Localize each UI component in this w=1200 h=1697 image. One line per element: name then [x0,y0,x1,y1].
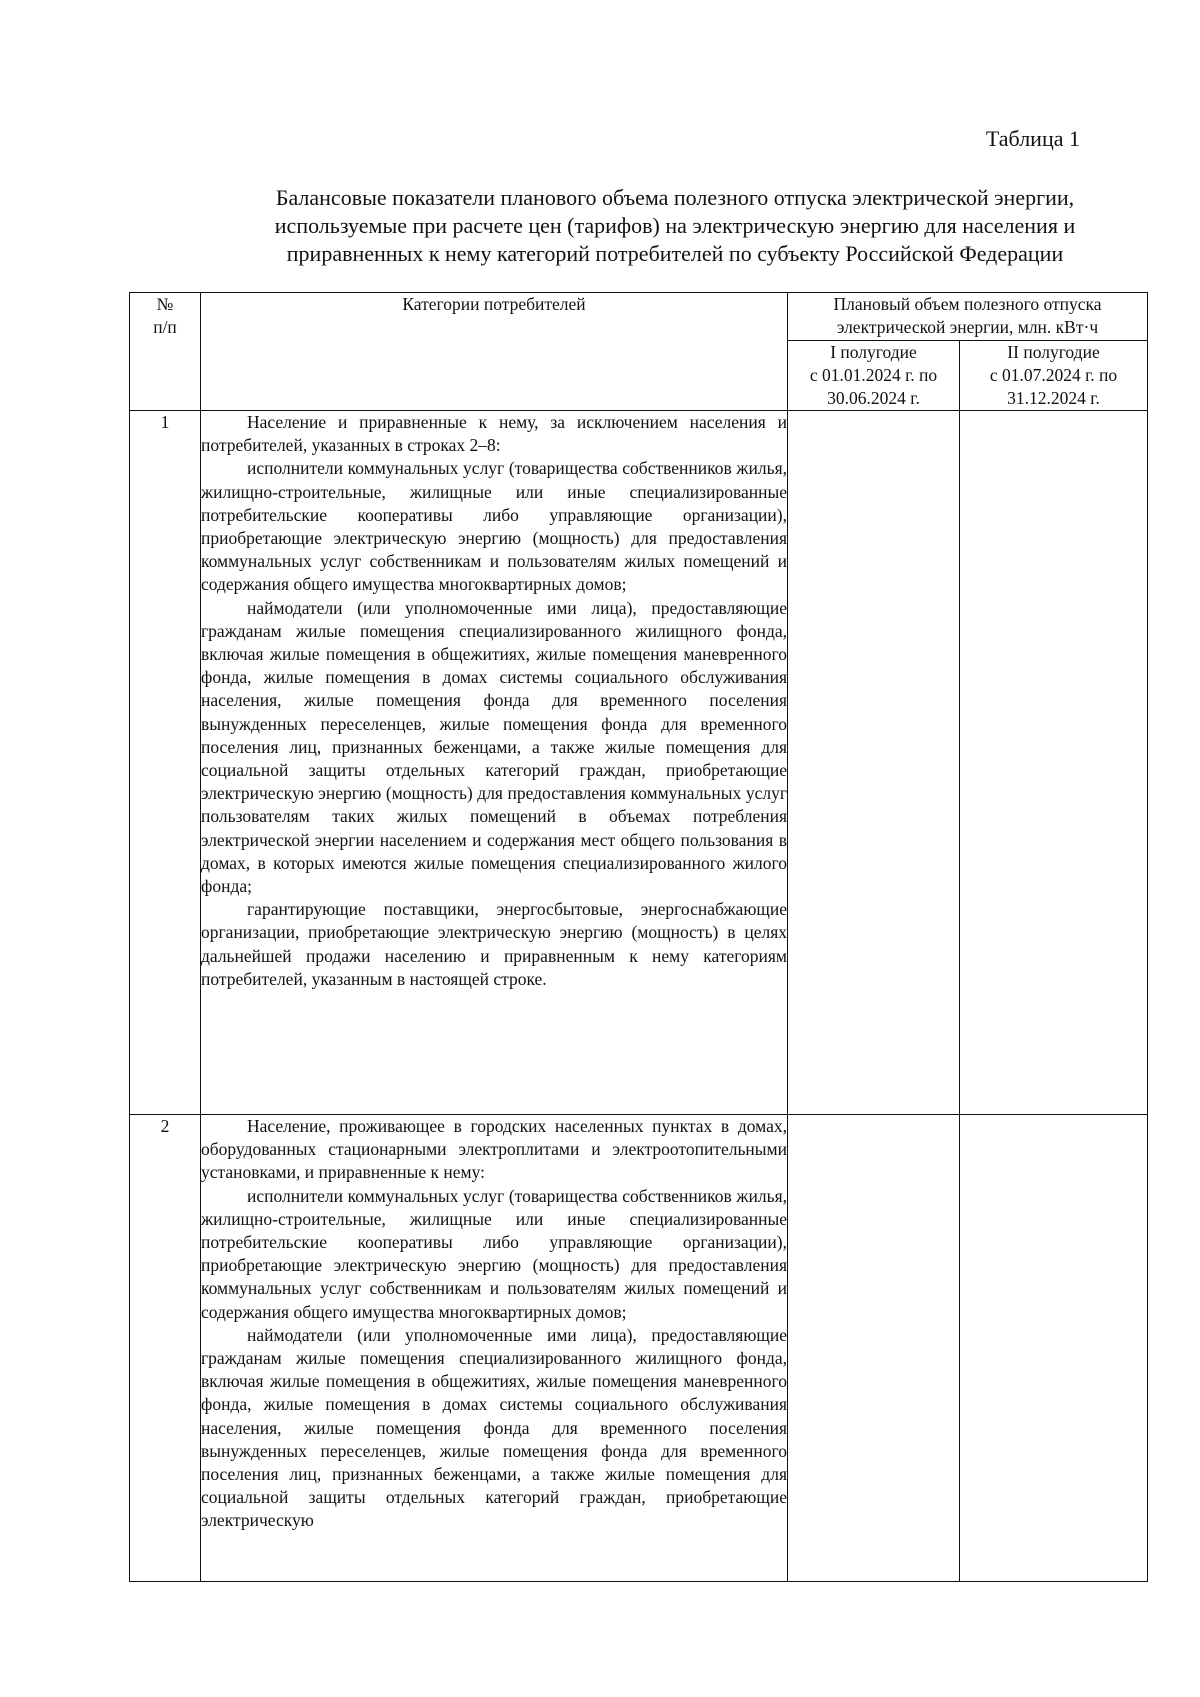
header-half-label: I полугодие [830,342,917,362]
category-paragraph: исполнители коммунальных услуг (товарищества собственников жилья, жилищно-строительные, жилищные или иные специализированные потребительские кооперативы либо управляющие организации), приобретающие электрическую энергию (мощность) для предоставления коммунальных услуг собственникам и пользователям жилых помещений и содержания общего имущества многоквартирных домов; [201,458,787,595]
category-cell [201,411,788,1115]
document-title [200,184,1150,268]
category-paragraph: исполнители коммунальных услуг (товарищества собственников жилья, жилищно-строительные, жилищные или иные специализированные потребительские кооперативы либо управляющие организации), приобретающие электрическую энергию (мощность) для предоставления коммунальных услуг собственникам и пользователям жилых помещений и содержания общего имущества многоквартирных домов; [201,1185,787,1322]
header-num-symbol: № [156,294,174,314]
header-half-start: с 01.07.2024 г. по [989,365,1118,385]
row-number: 1 [130,411,201,1115]
category-cell [201,1115,788,1582]
category-paragraph: Население и приравненные к нему, за исключением населения и потребителей, указанных в строках 2–8: [201,412,787,456]
header-half-label: II полугодие [1007,342,1100,362]
first-half-value-cell [788,411,960,1115]
header-half-end: 31.12.2024 г. [1007,388,1100,408]
category-paragraph: Население, проживающее в городских населенных пунктах в домах, оборудованных стационарными электроплитами и электроотопительными установками, и приравненные к нему: [201,1116,787,1183]
row-number: 2 [130,1115,201,1582]
header-half-end: 30.06.2024 г. [827,388,920,408]
header-category: Категории потребителей [201,293,788,411]
category-paragraph: гарантирующие поставщики, энергосбытовые, энергоснабжающие организации, приобретающие электрическую энергию (мощность) в целях дальнейшей продажи населению и приравненным к нему категориям потребителей, указанным в настоящей строке. [201,899,787,989]
header-plan-volume: Плановый объем полезного отпуска электрической энергии, млн. кВт·ч [788,293,1148,341]
second-half-value-cell [960,1115,1148,1582]
table-row [130,411,1148,1115]
header-second-half [960,341,1148,411]
header-first-half [788,341,960,411]
title-line: используемые при расчете цен (тарифов) на электрическую энергию для населения и [274,213,1076,238]
header-row-number [130,293,201,411]
table-label: Таблица 1 [985,126,1080,151]
category-paragraph: наймодатели (или уполномоченные ими лица), предоставляющие гражданам жилые помещения специализированного жилищного фонда, включая жилые помещения в общежитиях, жилые помещения маневренного фонда, жилые помещения в домах системы социального обслуживания населения, жилые помещения фонда для временного поселения вынужденных переселенцев, жилые помещения фонда для временного поселения лиц, признанных беженцами, а также жилые помещения для социальной защиты отдельных категорий граждан, приобретающие электрическую [201,1324,787,1531]
category-paragraph: наймодатели (или уполномоченные ими лица), предоставляющие гражданам жилые помещения специализированного жилищного фонда, включая жилые помещения в общежитиях, жилые помещения маневренного фонда, жилые помещения в домах системы социального обслуживания населения, жилые помещения фонда для временного поселения вынужденных переселенцев, жилые помещения фонда для временного поселения лиц, признанных беженцами, а также жилые помещения для социальной защиты отдельных категорий граждан, приобретающие электрическую энергию (мощность) для предоставления коммунальных услуг пользователям таких жилых помещений в объемах потребления электрической энергии населением и содержания мест общего пользования в домах, в которых имеются жилые помещения специализированного жилого фонда; [201,597,787,897]
header-num-abbr: п/п [153,317,177,337]
table-row [130,1115,1148,1582]
balance-table [129,292,1148,1582]
second-half-value-cell [960,411,1148,1115]
title-line: приравненных к нему категорий потребителей по субъекту Российской Федерации [286,241,1064,266]
header-half-start: с 01.01.2024 г. по [809,365,938,385]
title-line: Балансовые показатели планового объема полезного отпуска электрической энергии, [275,185,1075,210]
first-half-value-cell [788,1115,960,1582]
